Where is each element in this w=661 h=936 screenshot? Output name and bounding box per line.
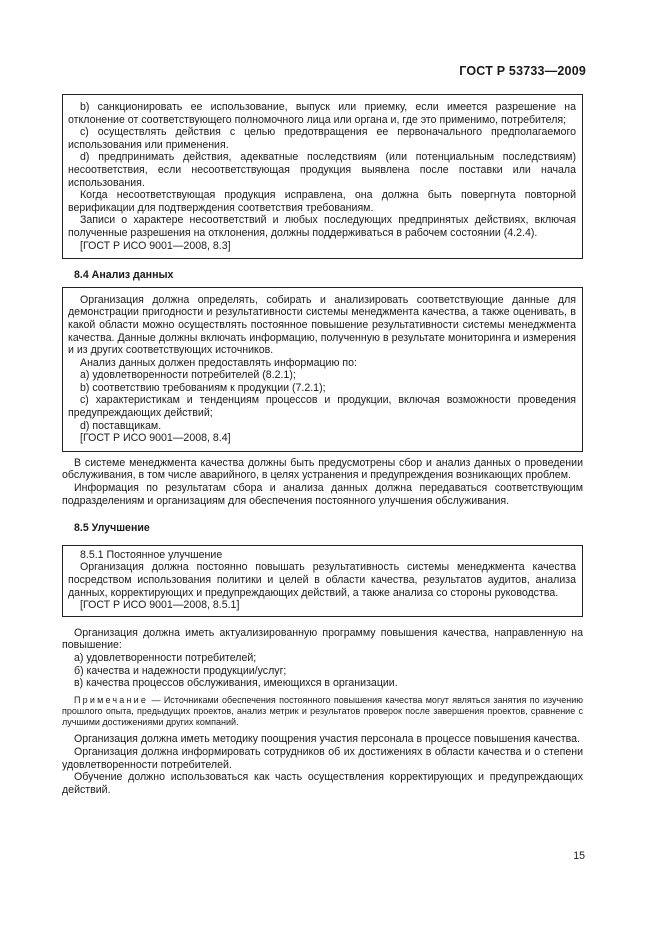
box2-list-item: c) характеристикам и тенденциям процессов и продукции, включая возможности проведения предупреждающих действий; [68,394,576,420]
box2-list-item: b) соответствию требованиям к продукции (7.2.1); [80,381,326,394]
box1-line: d) предпринимать действия, адекватные последствиям (или потенциальным последствиям) несоответствия, если несоответствующая продукция выявлена после поставки или начала использования. [68,151,576,189]
box2-list-item: d) поставщикам. [80,419,162,432]
box2-reference: [ГОСТ Р ИСО 9001—2008, 8.4] [80,432,231,445]
section-8-4-heading: 8.4 Анализ данных [74,269,174,282]
box1-line: Когда несоответствующая продукция исправлена, она должна быть повергнута повторной верификации для подтверждения соответствия требованиям. [68,189,576,214]
box3-reference: [ГОСТ Р ИСО 9001—2008, 8.5.1] [80,599,240,612]
paragraph: Обучение должно использоваться как часть осуществления корректирующих и предупреждающих действий. [62,771,583,796]
box1-line: b) санкционировать ее использование, выпуск или приемку, если имеется разрешение на отклонение от соответствующего полномочного лица или органа и, где это применимо, потребителя; [68,101,576,126]
box3-subheading: 8.5.1 Постоянное улучшение [80,548,223,561]
section-8-5-heading: 8.5 Улучшение [74,522,150,535]
quote-box-8-4 [62,287,583,452]
note-text: — Источниками обеспечения постоянного повышения качества могут являться занятия по изучению прошлого опыта, предыдущих проектов, анализ метрик и результатов проверок после завершения проектов, сравнение с лучшими достижениями других компаний. [62,694,583,728]
paragraph: В системе менеджмента качества должны быть предусмотрены сбор и анализ данных о проведении обслуживания, в том числе аварийного, в целях устранения и предупреждения возникающих проблем. [62,456,583,482]
box1-line: Записи о характере несоответствий и любых последующих предпринятых действиях, включая полученные разрешения на отклонения, должны поддерживаться в рабочем состоянии (4.2.4). [68,214,576,239]
quote-box-8-5-1 [62,545,583,617]
list-item: б) качества и надежности продукции/услуг; [74,664,287,677]
paragraph: Организация должна иметь актуализированную программу повышения качества, направленную на повышение: [62,626,583,652]
box2-line: Анализ данных должен предоставлять информацию по: [80,356,357,369]
document-code: ГОСТ Р 53733—2009 [459,64,586,78]
box3-line: Организация должна постоянно повышать результативность системы менеджмента качества посредством использования политики и целей в области качества, результатов аудитов, анализа данных, корректирующих и предупреждающих действий, а также анализа со стороны руководства. [68,561,576,599]
list-item: в) качества процессов обслуживания, имеющихся в организации. [74,677,398,690]
note [62,695,583,729]
quote-box-8-3 [62,94,583,259]
paragraph: Организация должна иметь методику поощрения участия персонала в процессе повышения качества. [74,733,581,746]
box1-reference: [ГОСТ Р ИСО 9001—2008, 8.3] [80,239,231,252]
box2-list-item: a) удовлетворенности потребителей (8.2.1); [80,369,296,382]
page-content [62,94,583,796]
paragraph: Организация должна информировать сотрудников об их достижениях в области качества и о степени удовлетворенности потребителей. [62,745,583,771]
page-number: 15 [573,850,585,862]
list-item: а) удовлетворенности потребителей; [74,651,257,664]
note-label: Примечание [74,694,149,705]
box1-line: c) осуществлять действия с целью предотвращения ее первоначального предполагаемого использования или применения. [68,126,576,151]
box2-line: Организация должна определять, собирать и анализировать соответствующие данные для демонстрации пригодности и результативности системы менеджмента качества, а также оценивать, в какой области можно осуществлять постоянное повышение результативности системы менеджмента качества. Данные должны включать информацию, полученную в результате мониторинга и измерения и из других соответствующих источников. [68,293,576,357]
paragraph: Информация по результатам сбора и анализа данных должна передаваться соответствующим подразделениям и организациям для обеспечения постоянного улучшения обслуживания. [62,482,583,507]
